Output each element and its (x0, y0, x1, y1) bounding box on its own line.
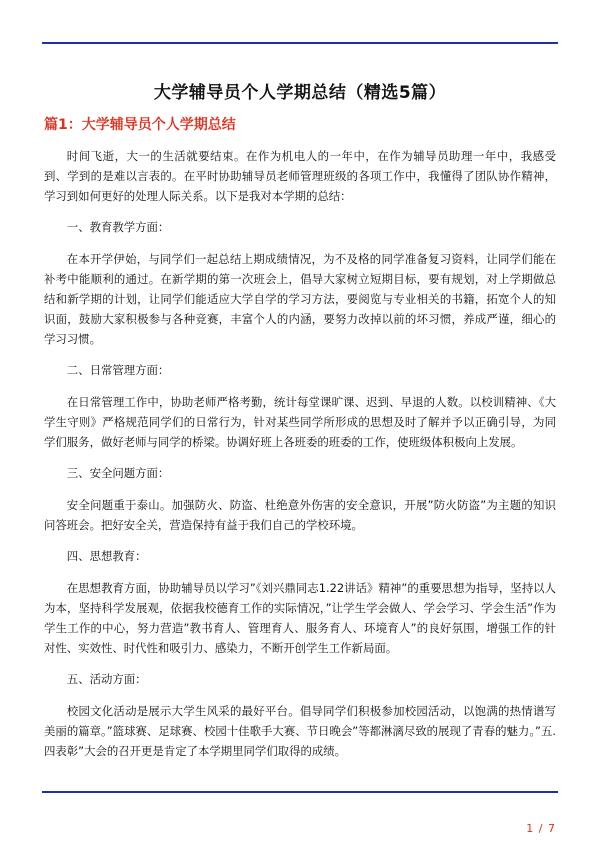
document-body (44, 146, 556, 772)
footer-rule (42, 791, 558, 793)
paragraph-safety: 安全问题重于泰山。加强防火、防盗、杜绝意外伤害的安全意识，开展”防火防盗”为主题的知识问答班会。把好安全关，营造保持有益于我们自己的学校环境。 (44, 498, 556, 532)
header-rule (42, 42, 558, 44)
section-title: 篇1：大学辅导员个人学期总结 (44, 117, 236, 133)
heading-ideology: 四、思想教育： (66, 549, 147, 563)
heading-safety: 三、安全问题方面： (66, 466, 170, 480)
paragraph-ideology: 在思想教育方面，协助辅导员以学习”《刘兴鼎同志1.22讲话》精神”的重要思想为指导，坚持以人为本，坚持科学发展观，依据我校德育工作的实际情况，”让学生学会做人、学会学习、学会生活”作为学生工作的中心，努力营造”教书育人、管理育人、服务育人、环境育人”的良好氛围，增强工作的针对性、实效性、时代性和吸引力、感染力，不断开创学生工作新局面。 (44, 581, 556, 655)
paragraph-daily-management: 在日常管理工作中，协助老师严格考勤，统计每堂课旷课、迟到、早退的人数。以校训精神、《大学生守则》严格规范同学们的日常行为，针对某些同学所形成的思想及时了解并予以正确引导，为同学们服务，做好老师与同学的桥梁。协调好班上各班委的班委的工作，使班级体积极向上发展。 (44, 395, 556, 449)
paragraph-activities: 校园文化活动是展示大学生风采的最好平台。倡导同学们积极参加校园活动，以饱满的热情谱写美丽的篇章。”篮球赛、足球赛、校园十佳歌手大赛、节日晚会”等都淋漓尽致的展现了青春的魅力。”五.四表彰”大会的召开更是肯定了本学期里同学们取得的成绩。 (44, 704, 556, 758)
heading-daily-management: 二、日常管理方面： (66, 363, 170, 377)
page-number: 1 / 7 (526, 822, 556, 835)
paragraph-intro: 时间飞逝，大一的生活就要结束。在作为机电人的一年中，在作为辅导员助理一年中，我感受到、学到的是难以言表的。在平时协助辅导员老师管理班级的各项工作中，我懂得了团队协作精神，学习到如何更好的处理人际关系。以下是我对本学期的总结： (44, 149, 556, 203)
heading-activities: 五、活动方面： (66, 672, 147, 686)
paragraph-teaching: 在本开学伊始，与同学们一起总结上期成绩情况，为不及格的同学准备复习资料，让同学们能在补考中能顺利的通过。在新学期的第一次班会上，倡导大家树立短期目标，要有规划，对上学期做总结和新学期的计划，让同学们能适应大学自学的学习方法，要阅览与专业相关的书籍，拓宽个人的知识面，鼓励大家积极参与各种竞赛，丰富个人的内涵，要努力改掉以前的坏习惯，养成严谨，细心的学习习惯。 (44, 252, 556, 346)
document-title: 大学辅导员个人学期总结（精选5篇） (153, 83, 447, 103)
heading-teaching: 一、教育教学方面： (66, 220, 170, 234)
